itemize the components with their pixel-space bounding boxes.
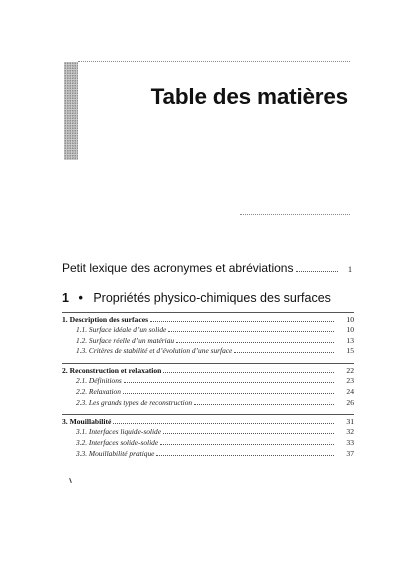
toc-subsection-label: 3.3. Mouillabilité pratique xyxy=(76,448,155,458)
toc-section-page: 10 xyxy=(346,314,354,324)
toc-section-page: 31 xyxy=(346,416,354,426)
toc-subsection[interactable] xyxy=(62,449,354,460)
toc-section[interactable] xyxy=(62,363,354,376)
toc-subsection-label: 2.3. Les grands types de reconstruction xyxy=(76,397,193,407)
halftone-block xyxy=(64,62,78,160)
dot-leader xyxy=(123,393,334,394)
toc-subsection[interactable] xyxy=(62,438,354,449)
chapter-title: Propriétés physico-chimiques des surfaces xyxy=(93,291,331,305)
toc-entry-page: 1 xyxy=(348,265,352,274)
toc-subsection[interactable] xyxy=(62,376,354,387)
toc-subsection[interactable] xyxy=(62,325,354,336)
toc-subsection-label: 3.1. Interfaces liquide-solide xyxy=(76,427,161,437)
toc-subsection[interactable] xyxy=(62,398,354,409)
toc-section-label: 2. Reconstruction et relaxation xyxy=(62,365,162,375)
toc-section-label: 1. Description des surfaces xyxy=(62,314,149,324)
toc-subsection[interactable] xyxy=(62,336,354,347)
toc-subsection-page: 26 xyxy=(346,397,354,407)
toc-section-page: 22 xyxy=(346,365,354,375)
toc-section-label: 3. Mouillabilité xyxy=(62,416,112,426)
toc-subsection-label: 1.2. Surface réelle d’un matériau xyxy=(76,335,175,345)
toc-subsection-page: 10 xyxy=(346,325,354,335)
toc-entry-label: Petit lexique des acronymes et abréviations xyxy=(62,261,294,275)
dot-leader xyxy=(163,372,334,373)
dot-leader xyxy=(156,455,334,456)
toc-subsection-page: 24 xyxy=(346,386,354,396)
chapter-number: 1 xyxy=(62,291,69,305)
page-title: Table des matières xyxy=(150,84,348,109)
toc-subsection-page: 13 xyxy=(346,335,354,345)
toc-entry-lexique[interactable] xyxy=(62,261,352,277)
dot-leader xyxy=(113,423,334,424)
toc-subsection-label: 2.1. Définitions xyxy=(76,376,122,386)
toc-subsection-label: 3.2. Interfaces solide-solide xyxy=(76,438,159,448)
dot-leader xyxy=(194,404,334,405)
toc-subsection-page: 33 xyxy=(346,438,354,448)
toc-subsection-page: 37 xyxy=(346,448,354,458)
dot-leader xyxy=(160,444,334,445)
dot-leader xyxy=(124,382,334,383)
dot-leader xyxy=(168,331,334,332)
toc-section[interactable] xyxy=(62,312,354,325)
toc-subsection-label: 1.1. Surface idéale d’un solide xyxy=(76,325,167,335)
toc-subsection-page: 15 xyxy=(346,346,354,356)
stray-mark xyxy=(69,478,72,483)
chapter-heading[interactable] xyxy=(62,291,331,307)
toc-subsection-label: 1.3. Critères de stabilité et d’évolution d’une surface xyxy=(76,346,233,356)
toc-subsection[interactable] xyxy=(62,346,354,357)
dot-leader xyxy=(234,352,334,353)
toc-subsection[interactable] xyxy=(62,387,354,398)
title-dotted-rule xyxy=(240,214,350,215)
toc-subsection-page: 23 xyxy=(346,376,354,386)
chapter-bullet: • xyxy=(78,291,83,305)
toc-list xyxy=(62,308,354,459)
dot-leader xyxy=(163,433,334,434)
top-dotted-rule xyxy=(78,61,350,62)
toc-subsection[interactable] xyxy=(62,427,354,438)
dot-leader xyxy=(176,342,334,343)
toc-section[interactable] xyxy=(62,414,354,427)
dot-leader xyxy=(150,321,334,322)
toc-subsection-page: 32 xyxy=(346,427,354,437)
toc-subsection-label: 2.2. Relaxation xyxy=(76,386,121,396)
dot-leader xyxy=(296,271,338,272)
